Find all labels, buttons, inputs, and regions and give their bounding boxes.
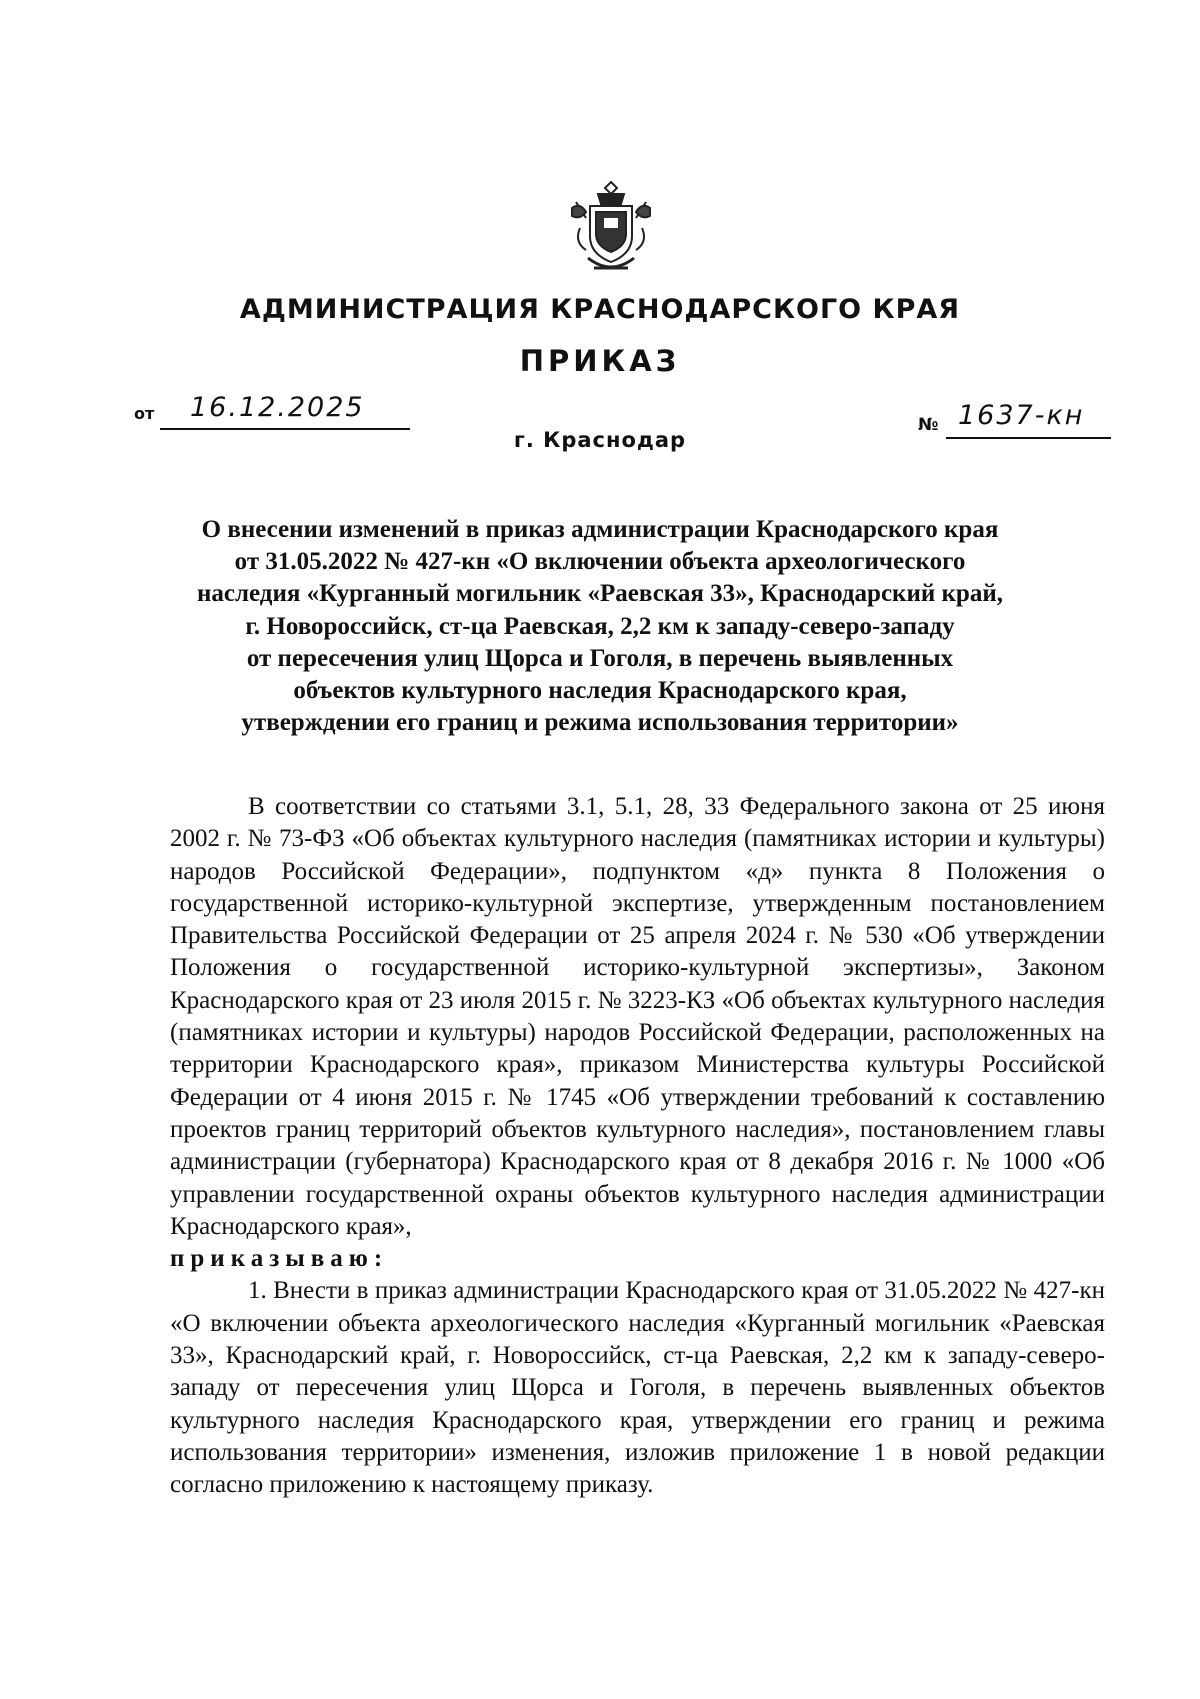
number-value: 1637-кн xyxy=(958,400,1085,431)
subject-line: объектов культурного наследия Краснодарского края, xyxy=(293,677,907,705)
coat-of-arms-icon xyxy=(568,178,654,280)
subject-line: О внесении изменений в приказ администрации Краснодарского края xyxy=(201,516,999,543)
document-body xyxy=(170,791,1105,1502)
subject-line: г. Новороссийск, ст-ца Раевская, 2,2 км к западу-северо-западу xyxy=(245,612,955,640)
date-value: 16.12.2025 xyxy=(190,392,365,423)
order-word: приказываю: xyxy=(170,1245,389,1273)
number-underline xyxy=(946,437,1111,439)
document-type: ПРИКАЗ xyxy=(519,344,681,378)
date-label: от xyxy=(134,404,155,423)
subject-line: наследия «Курганный могильник «Раевская 33», Краснодарский край, xyxy=(197,580,1003,608)
item-1-paragraph: 1. Внести в приказ администрации Краснодарского края от 31.05.2022 № 427-кн «О включении объекта археологического наследия «Курганный могильник «Раевская 33», Краснодарский край, г. Новороссийск, ст-ца Раевская, 2,2 км к западу-северо-западу от пересечения улиц Щорса и Гоголя, в перечень выявленных объектов культурного наследия Краснодарского края, утверждении его границ и режима использования территории» изменения, изложив приложение 1 в новой редакции согласно приложению к настоящему приказу. xyxy=(170,1277,1105,1499)
city: г. Краснодар xyxy=(513,428,687,452)
organization-name: АДМИНИСТРАЦИЯ КРАСНОДАРСКОГО КРАЯ xyxy=(239,294,961,325)
subject-line: от 31.05.2022 № 427-кн «О включении объекта археологического xyxy=(234,548,966,576)
subject-line: утверждении его границ и режима использования территории» xyxy=(241,709,959,737)
subject-line: от пересечения улиц Щорса и Гоголя, в перечень выявленных xyxy=(246,644,954,672)
number-label: № xyxy=(918,415,939,435)
document-subject xyxy=(140,514,1060,739)
order-word-paragraph xyxy=(170,1243,1105,1275)
preamble-paragraph: В соответствии со статьями 3.1, 5.1, 28, 33 Федерального закона от 25 июня 2002 г. № 73-ФЗ «Об объектах культурного наследия (памятниках истории и культуры) народов Российской Федерации», подпунктом «д» пункта 8 Положения о государственной историко-культурной экспертизе, утвержденным постановлением Правительства Российской Федерации от 25 апреля 2024 г. № 530 «Об утверждении Положения о государственной историко-культурной экспертизы», Законом Краснодарского края от 23 июля 2015 г. № 3223-КЗ «Об объектах культурного наследия (памятниках истории и культуры) народов Российской Федерации, расположенных на территории Краснодарского края», приказом Министерства культуры Российской Федерации от 4 июня 2015 г. № 1745 «Об утверждении требований к составлению проектов границ территорий объектов культурного наследия», постановлением главы администрации (губернатора) Краснодарского края от 8 декабря 2016 г. № 1000 «Об управлении государственной охраны объектов культурного наследия администрации Краснодарского края», xyxy=(170,793,1105,1240)
